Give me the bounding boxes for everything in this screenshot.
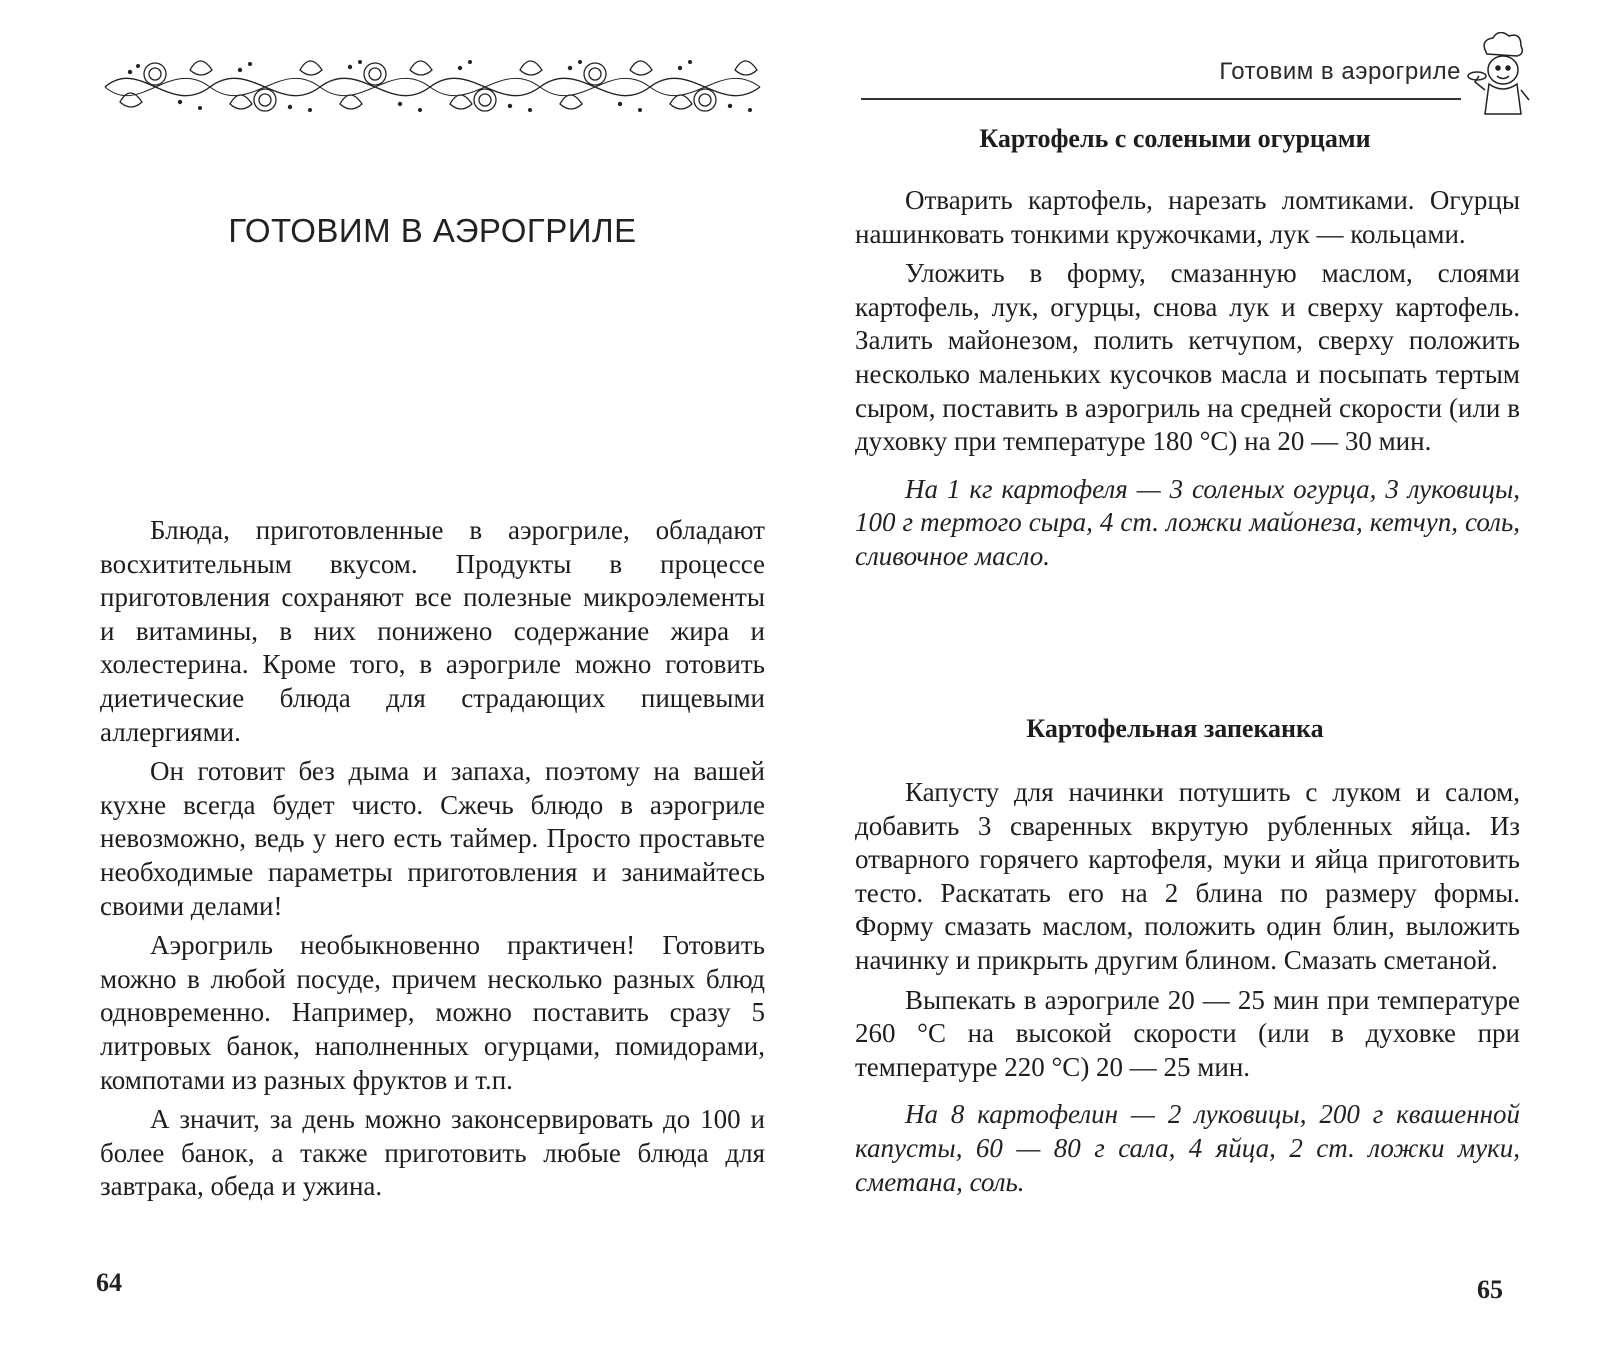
recipe-title: Картофельная запеканка (1026, 714, 1324, 743)
paragraph: Выпекать в аэрогриле 20 — 25 мин при температуре 260 °С на высокой скорости (или в духовке при температуре 220 °С) 20 — 25 мин. (855, 984, 1520, 1082)
header-rule (861, 98, 1461, 100)
paragraph: Отварить картофель, нарезать ломтиками. Огурцы нашинковать тонкими кружочками, лук — кольцами. (855, 185, 1520, 249)
paragraph: Блюда, приготовленные в аэрогриле, обладают восхитительным вкусом. Продукты в процессе приготовления сохраняют все полезные микроэлементы и витамины, в них понижено содержание жира и холестерина. Кроме того, в аэрогриле можно готовить диетические блюда для страдающих пищевыми аллергиями. (100, 515, 765, 747)
chef-mascot-icon (1467, 32, 1537, 122)
right-page (807, 0, 1615, 1360)
page-number: 65 (1477, 1275, 1503, 1304)
recipe-text (855, 776, 1520, 1205)
paragraph: Аэрогриль необыкновенно практичен! Готовить можно в любой посуде, причем несколько разных блюд одновременно. Например, можно поставить сразу 5 литровых банок, наполненных огурцами, помидорами, компотами из разных фруктов и т.п. (100, 930, 765, 1095)
paragraph: Он готовит без дыма и запаха, поэтому на вашей кухне всегда будет чисто. Сжечь блюдо в аэрогриле невозможно, ведь у него есть таймер. Просто проставьте необходимые параметры приготовления и занимайтесь своими делами! (100, 756, 765, 921)
ingredients-list: На 1 кг картофеля — 3 соленых огурца, 3 луковицы, 100 г тертого сыра, 4 ст. ложки майонеза, кетчуп, соль, сливочное масло. (855, 473, 1520, 571)
ingredients-list: На 8 картофелин — 2 луковицы, 200 г квашенной капусты, 60 — 80 г сала, 4 яйца, 2 ст. ложки муки, сметана, соль. (855, 1099, 1520, 1197)
paragraph: А значит, за день можно законсервировать до 100 и более банок, а также приготовить любые блюда для завтрака, обеда и ужина. (100, 1104, 765, 1202)
paragraph: Капусту для начинки потушить с луком и салом, добавить 3 сваренных вкрутую рубленных яйца. Из отварного горячего картофеля, муки и яйца приготовить тесто. Раскатать его на 2 блина по размеру формы. Форму смазать маслом, положить один блин, выложить начинку и прикрыть другим блином. Смазать сметаной. (855, 777, 1520, 975)
chapter-title: ГОТОВИМ В АЭРОГРИЛЕ (228, 212, 637, 249)
intro-text (100, 514, 765, 1204)
page-number: 64 (96, 1268, 122, 1297)
recipe-title: Картофель с солеными огурцами (979, 124, 1371, 153)
paragraph: Уложить в форму, смазанную маслом, слоями картофель, лук, огурцы, снова лук и сверху картофель. Залить майонезом, полить кетчупом, сверху положить несколько маленьких кусочков масла и посыпать тертым сыром, поставить в аэрогриль на средней скорости (или в духовку при температуре 180 °С) на 20 — 30 мин. (855, 258, 1520, 457)
running-header-title: Готовим в аэрогриле (1219, 58, 1461, 85)
left-page (0, 0, 807, 1360)
recipe-text (855, 184, 1520, 580)
running-header (861, 58, 1461, 106)
floral-ornament-border (100, 52, 765, 122)
